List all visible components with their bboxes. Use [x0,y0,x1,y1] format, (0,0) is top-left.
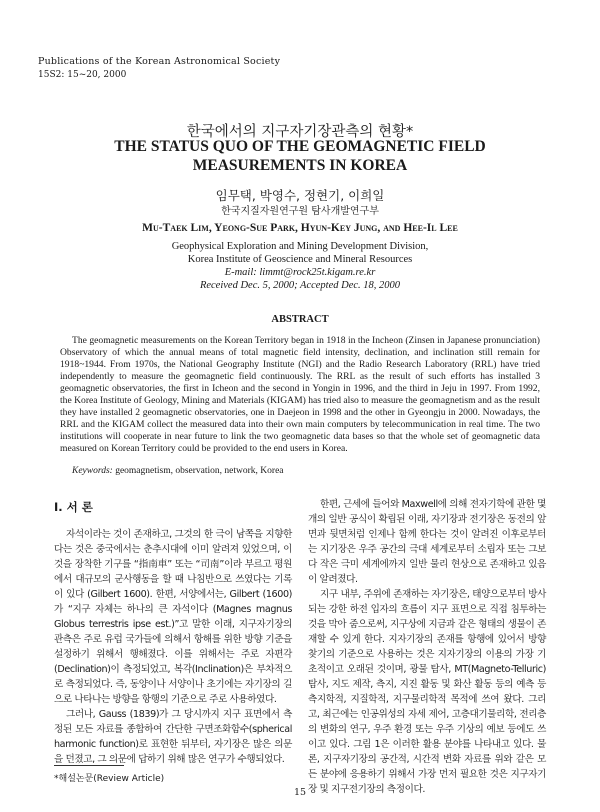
title-english [80,137,520,175]
page-number: 15 [293,787,307,798]
received-dates: Received Dec. 5, 2000; Accepted Dec. 18, 2000 [199,280,401,291]
paragraph: 지구 내부, 주위에 존재하는 자기장은, 태양으로부터 방사되는 강한 하전 입자의 흐름이 지구 표면으로 직접 침투하는 것을 막아 줌으로써, 지구상에 지금과 같은 형태의 생물이 존재할 수 있게 한다. 지자기장의 존재를 항행에 있어서 방향 찾기의 기준으로 사용하는 것은 지자기장의 이용의 가장 기초적이고 오래된 것이며, 광물 탐사, MT(Magneto-Telluric)탐사, 지도 제작, 측지, 지진 활동 및 화산 활동 등의 예측 등 측지학적, 지질학적, 지구물리학적 목적에 쓰여 왔다. 그리고, 최근에는 인공위성의 자세 제어, 고층대기물리학, 전리층의 변화의 연구, 우주 환경 또는 우주 기상의 예보 등에도 쓰이고 있다. 그림 1은 이러한 활용 분야를 나타내고 있다. 물론, 지구자기장의 공간적, 시간적 변화 자료를 위와 같은 모든 분야에 응용하기 위해서 가장 먼저 필요한 것은 지구자기장 및 지구전기장의 측정이다. [308,589,546,795]
author-email[interactable]: E-mail: limmt@rock25t.kigam.re.kr [224,267,376,278]
paragraph: 자석이라는 것이 존재하고, 그것의 한 극이 남쪽을 지향한다는 것은 중국에서는 춘추시대에 이미 알려져 있었으며, 이것을 장착한 기구를 “指南車” 또는 “司南”이라 부르고 평원에서 대규모의 군사행동을 할 때 나침반으로 쓰였다는 기록이 있다 (Gilbert 1600). 한편, 서양에서는, Gilbert (1600)가 “지구 자체는 하나의 큰 자석이다 (Magnes magnus Globus terrestris ipse est.)”고 말한 이래, 지구자기장의 관측은 주로 유럽 국가들에 의해서 항해를 위한 방향 기준을 설정하기 위해서 행해졌다. 이를 위해서는 주로 자편각(Declination)이 측정되었고, 복각(Inclination)은 부차적으로 측정되었다. 즉, 동양이나 서양이나 초기에는 자기장의 길으로 나타나는 방향을 항행의 기준으로 주로 사용하였다. [54,529,292,705]
abstract-heading: ABSTRACT [271,314,329,325]
affiliation-block [0,240,600,292]
authors-english: Mu-Taek Lim, Yeong-Sue Park, Hyun-Key Jung, and Hee-Il Lee [142,222,458,234]
body-column-left [54,527,292,767]
title-english-line1: THE STATUS QUO OF THE GEOMAGNETIC FIELD [114,138,486,155]
title-korean: 한국에서의 지구자기장관측의 현황* [186,124,414,140]
keywords-list: geomagnetism, observation, network, Korea [115,466,284,476]
journal-issue: 15S2: 15~20, 2000 [38,70,127,80]
affiliation-line2: Korea Institute of Geoscience and Mineral Resources [187,254,413,265]
affiliation-korean: 한국지질자원연구원 탐사개발연구부 [221,206,379,217]
paragraph: 한편, 근세에 들어와 Maxwell에 의해 전자기학에 관한 몇 개의 일반 공식이 확립된 이래, 자기장과 전기장은 동전의 앞면과 뒷면처럼 인제나 함께 한다는 것이 알려진 이후로부터는 지기장은 우주 공간의 극대 세계로부터 소립자 또는 그보다 작은 극미 세계에까지 일반 물리 현상으로 존재하고 있음이 알려졌다. [308,499,546,585]
paragraph: 그러나, Gauss (1839)가 그 당시까지 지구 표면에서 측정된 모든 자료를 종합하여 간단한 구면조화함수(spherical harmonic function)로 표현한 뒤부터, 자기장은 많은 의문을 던졌고, 그 의문에 답하기 위해 많은 연구가 수행되었다. [54,709,292,765]
title-english-line2: MEASUREMENTS IN KOREA [192,157,408,174]
keywords-label: Keywords: [72,466,113,476]
keywords [72,466,284,476]
authors-korean: 임무택, 박영수, 정현기, 이희일 [215,188,385,203]
section-heading-introduction: I. 서 론 [54,500,93,514]
abstract-text: The geomagnetic measurements on the Korean Territory began in 1918 in the Incheon (Zinsen in Japanese pronunciation) Observatory of which the annual means of total magnetic field intensity, declination, and inclination still remain for 1918~1944. From 1970s, the National Geography Institute (NGI) and the Radio Research Laboratory (RRL) have tried independently to measure the geomagnetic field continuously. The RRL as the result of such efforts has installed 3 geomagnetic observatories, the first in Icheon and the second in Yongin in 1996, and the third in Jeju in 1997. From 1992, the Korea Institute of Geology, Mining and Materials (KIGAM) has tried also to measure the geomagnetism and as the result they have installed 2 geomagnetic observatories, one in Daejeon in 1998 and the other in Gyeongju in 2000. Nowadays, the RRL and the KIGAM collect the measured data into their own main computers by telecommunication in real time. The two institutions will cooperate in near future to link the two geomagnetic data bases so that the whole set of geomagnetic data measured on Korean Territory could be provided to the end users in Korea. [60,335,541,454]
footnote-divider [54,765,124,766]
body-column-right [308,497,546,797]
journal-name: Publications of the Korean Astronomical Society [38,56,281,67]
footnote: *해설논문(Review Article) [54,774,165,784]
affiliation-line1: Geophysical Exploration and Mining Development Division, [171,241,429,252]
